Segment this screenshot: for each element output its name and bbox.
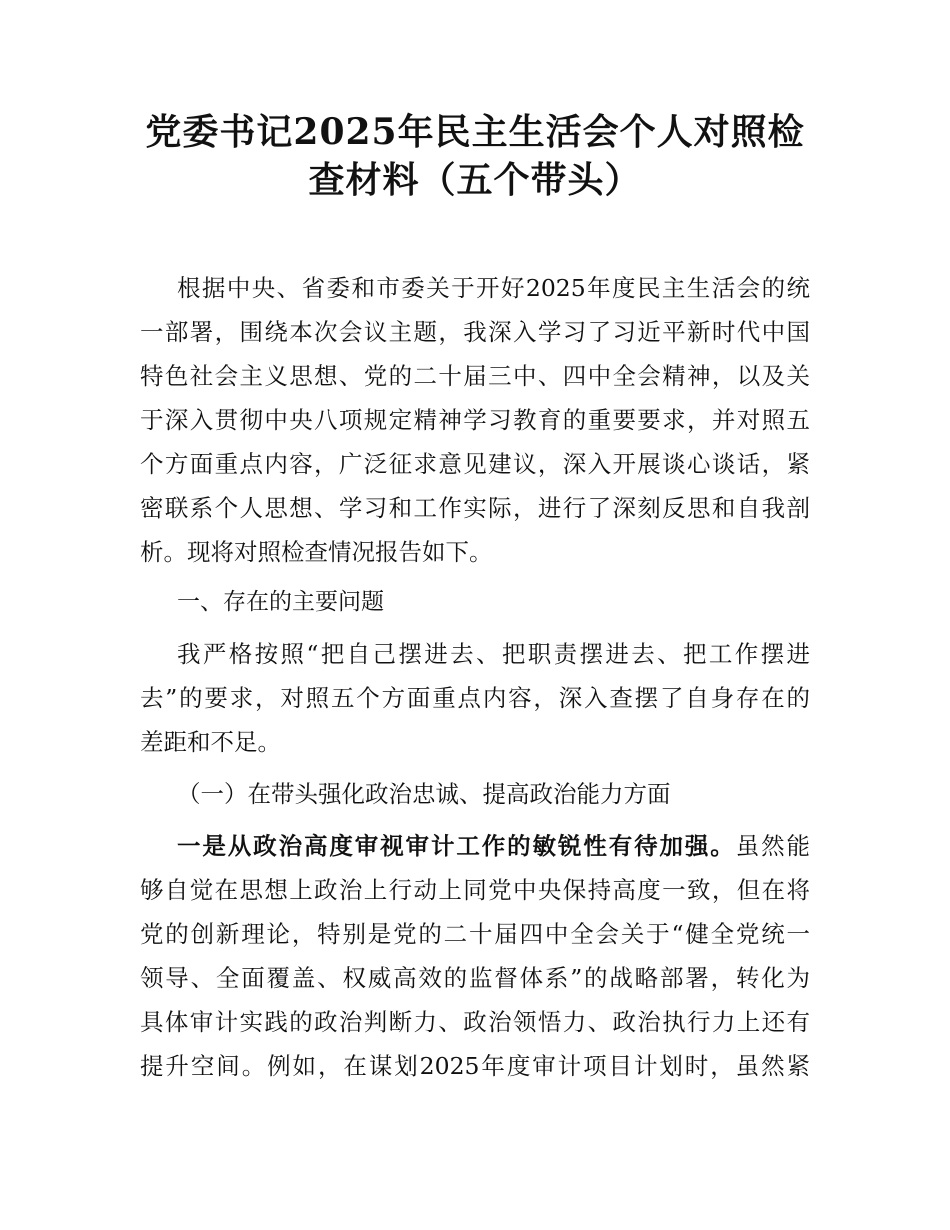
document-title: 党委书记2025年民主生活会个人对照检查材料（五个带头）	[145, 111, 805, 201]
body-line: 我严格按照“把自己摆进去、把职责摆进去、把工作摆进	[177, 640, 810, 668]
intro-line: 于深入贯彻中央八项规定精神学习教育的重要要求，并对照五	[140, 406, 810, 434]
point-lead-rest: 虽然能	[735, 832, 811, 860]
body-line: 去”的要求，对照五个方面重点内容，深入查摆了自身存在的	[140, 684, 810, 712]
intro-line: 个方面重点内容，广泛征求意见建议，深入开展谈心谈话，紧	[140, 450, 810, 478]
intro-line: 特色社会主义思想、党的二十届三中、四中全会精神，以及关	[140, 362, 810, 390]
subsection-heading: （一）在带头强化政治忠诚、提高政治能力方面	[177, 780, 671, 808]
intro-line: 密联系个人思想、学习和工作实际，进行了深刻反思和自我剖	[140, 494, 810, 522]
intro-line: 一部署，围绕本次会议主题，我深入学习了习近平新时代中国	[140, 318, 810, 346]
body-line: 领导、全面覆盖、权威高效的监督体系”的战略部署，转化为	[140, 964, 810, 992]
body-line: 党的创新理论，特别是党的二十届四中全会关于“健全党统一	[140, 920, 810, 948]
body-line: 具体审计实践的政治判断力、政治领悟力、政治执行力上还有	[140, 1008, 810, 1036]
point-lead-bold: 一是从政治高度审视审计工作的敏锐性有待加强。	[177, 832, 736, 860]
body-line: 提升空间。例如，在谋划2025年度审计项目计划时，虽然紧	[140, 1052, 810, 1080]
body-line: 够自觉在思想上政治上行动上同党中央保持高度一致，但在将	[140, 876, 810, 904]
body-line: 差距和不足。	[140, 728, 281, 756]
point-first-line	[177, 824, 810, 868]
intro-line: 析。现将对照检查情况报告如下。	[140, 538, 493, 566]
section-heading: 一、存在的主要问题	[177, 589, 384, 615]
intro-line: 根据中央、省委和市委关于开好2025年度民主生活会的统	[177, 274, 810, 302]
